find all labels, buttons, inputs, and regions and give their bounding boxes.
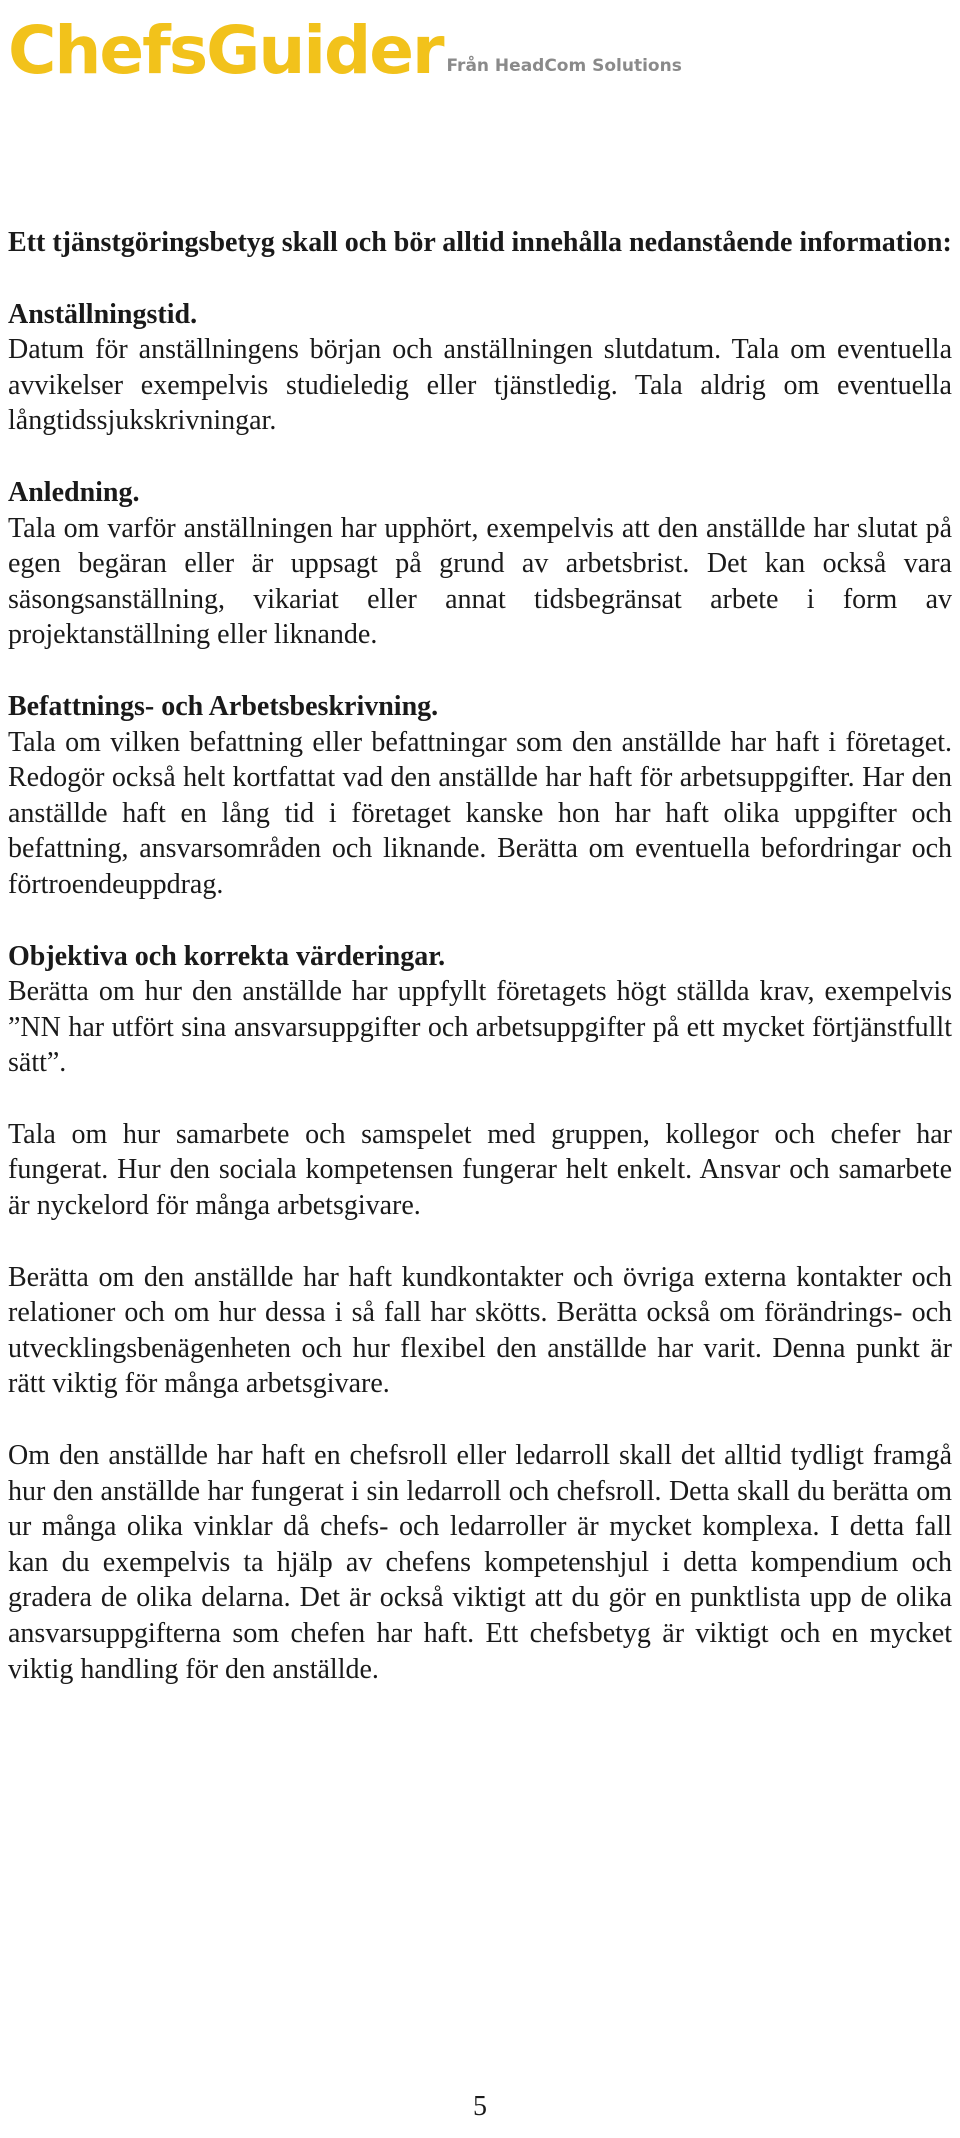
paragraph-chefsroll: Om den anställde har haft en chefsroll eller ledarroll skall det alltid tydligt framgå hur den anställde har fungerat i sin ledarroll och chefsroll. Detta skall du berätta om ur många olika vinklar då chefs- och ledarroller är mycket komplexa. I detta fall kan du exempelvis ta hjälp av chefens kompetenshjul i detta kompendium och gradera de olika delarna. Det är också viktigt att du gör en punktlista upp de olika ansvarsuppgifterna som chefen har haft. Ett chefsbetyg är viktigt och en mycket viktig handling för den anställde. — [8, 1440, 952, 1685]
section-heading: Befattnings- och Arbetsbeskrivning. — [8, 690, 439, 722]
paragraph-samarbete: Tala om hur samarbete och samspelet med gruppen, kollegor och chefer har fungerat. Hur den sociala kompetensen fungerar helt enkelt. Ansvar och samarbete är nyckelord för många arbetsgivare. — [8, 1118, 952, 1222]
logo-tagline: Från HeadCom Solutions — [446, 56, 682, 76]
section-heading: Objektiva och korrekta värderingar. — [8, 940, 446, 972]
page-number: 5 — [473, 2091, 487, 2122]
paragraph-kundkontakter: Berätta om den anställde har haft kundkontakter och övriga externa kontakter och relationer och om hur dessa i så fall har skötts. Berätta också om förändrings- och utvecklingsbenägenheten och hur flexibel den anställde har varit. Denna punkt är rätt viktig för många arbetsgivare. — [8, 1261, 952, 1400]
logo-wordmark: ChefsGuider — [8, 12, 443, 89]
section-heading: Anledning. — [8, 476, 140, 508]
intro-heading: Ett tjänstgöringsbetyg skall och bör alltid innehålla nedanstående information: — [8, 227, 952, 258]
chefsguider-logo — [8, 0, 682, 89]
section-anledning — [8, 475, 952, 653]
section-body: Datum för anställningens början och anställningen slutdatum. Tala om eventuella avvikelser exempelvis studieledig eller tjänstledig. Tala aldrig om eventuella långtidssjukskrivningar. — [8, 334, 952, 437]
section-body: Tala om varför anställningen har upphört, exempelvis att den anställde har slutat på egen begäran eller är uppsagt på grund av arbetsbrist. Det kan också vara säsongsanställning, vikariat eller annat tidsbegränsat arbete i form av projektanställning eller liknande. — [8, 512, 952, 651]
section-anstallningstid — [8, 297, 952, 439]
section-body: Tala om vilken befattning eller befattningar som den anställde har haft i företaget. Redogör också helt kortfattat vad den anställde har haft för arbetsuppgifter. Har den anställde haft en lång tid i företaget kanske hon har haft olika uppgifter och befattning, ansvarsområden och liknande. Berätta om eventuella befordringar och förtroendeuppdrag. — [8, 726, 952, 900]
section-heading: Anställningstid. — [8, 298, 198, 330]
section-befattning — [8, 689, 952, 903]
document-body — [8, 225, 952, 1687]
section-body: Berätta om hur den anställde har uppfyllt företagets högt ställda krav, exempelvis ”NN har utfört sina ansvarsuppgifter och arbetsuppgifter på ett mycket förtjänstfullt sätt”. — [8, 976, 952, 1079]
section-vardering — [8, 939, 952, 1081]
